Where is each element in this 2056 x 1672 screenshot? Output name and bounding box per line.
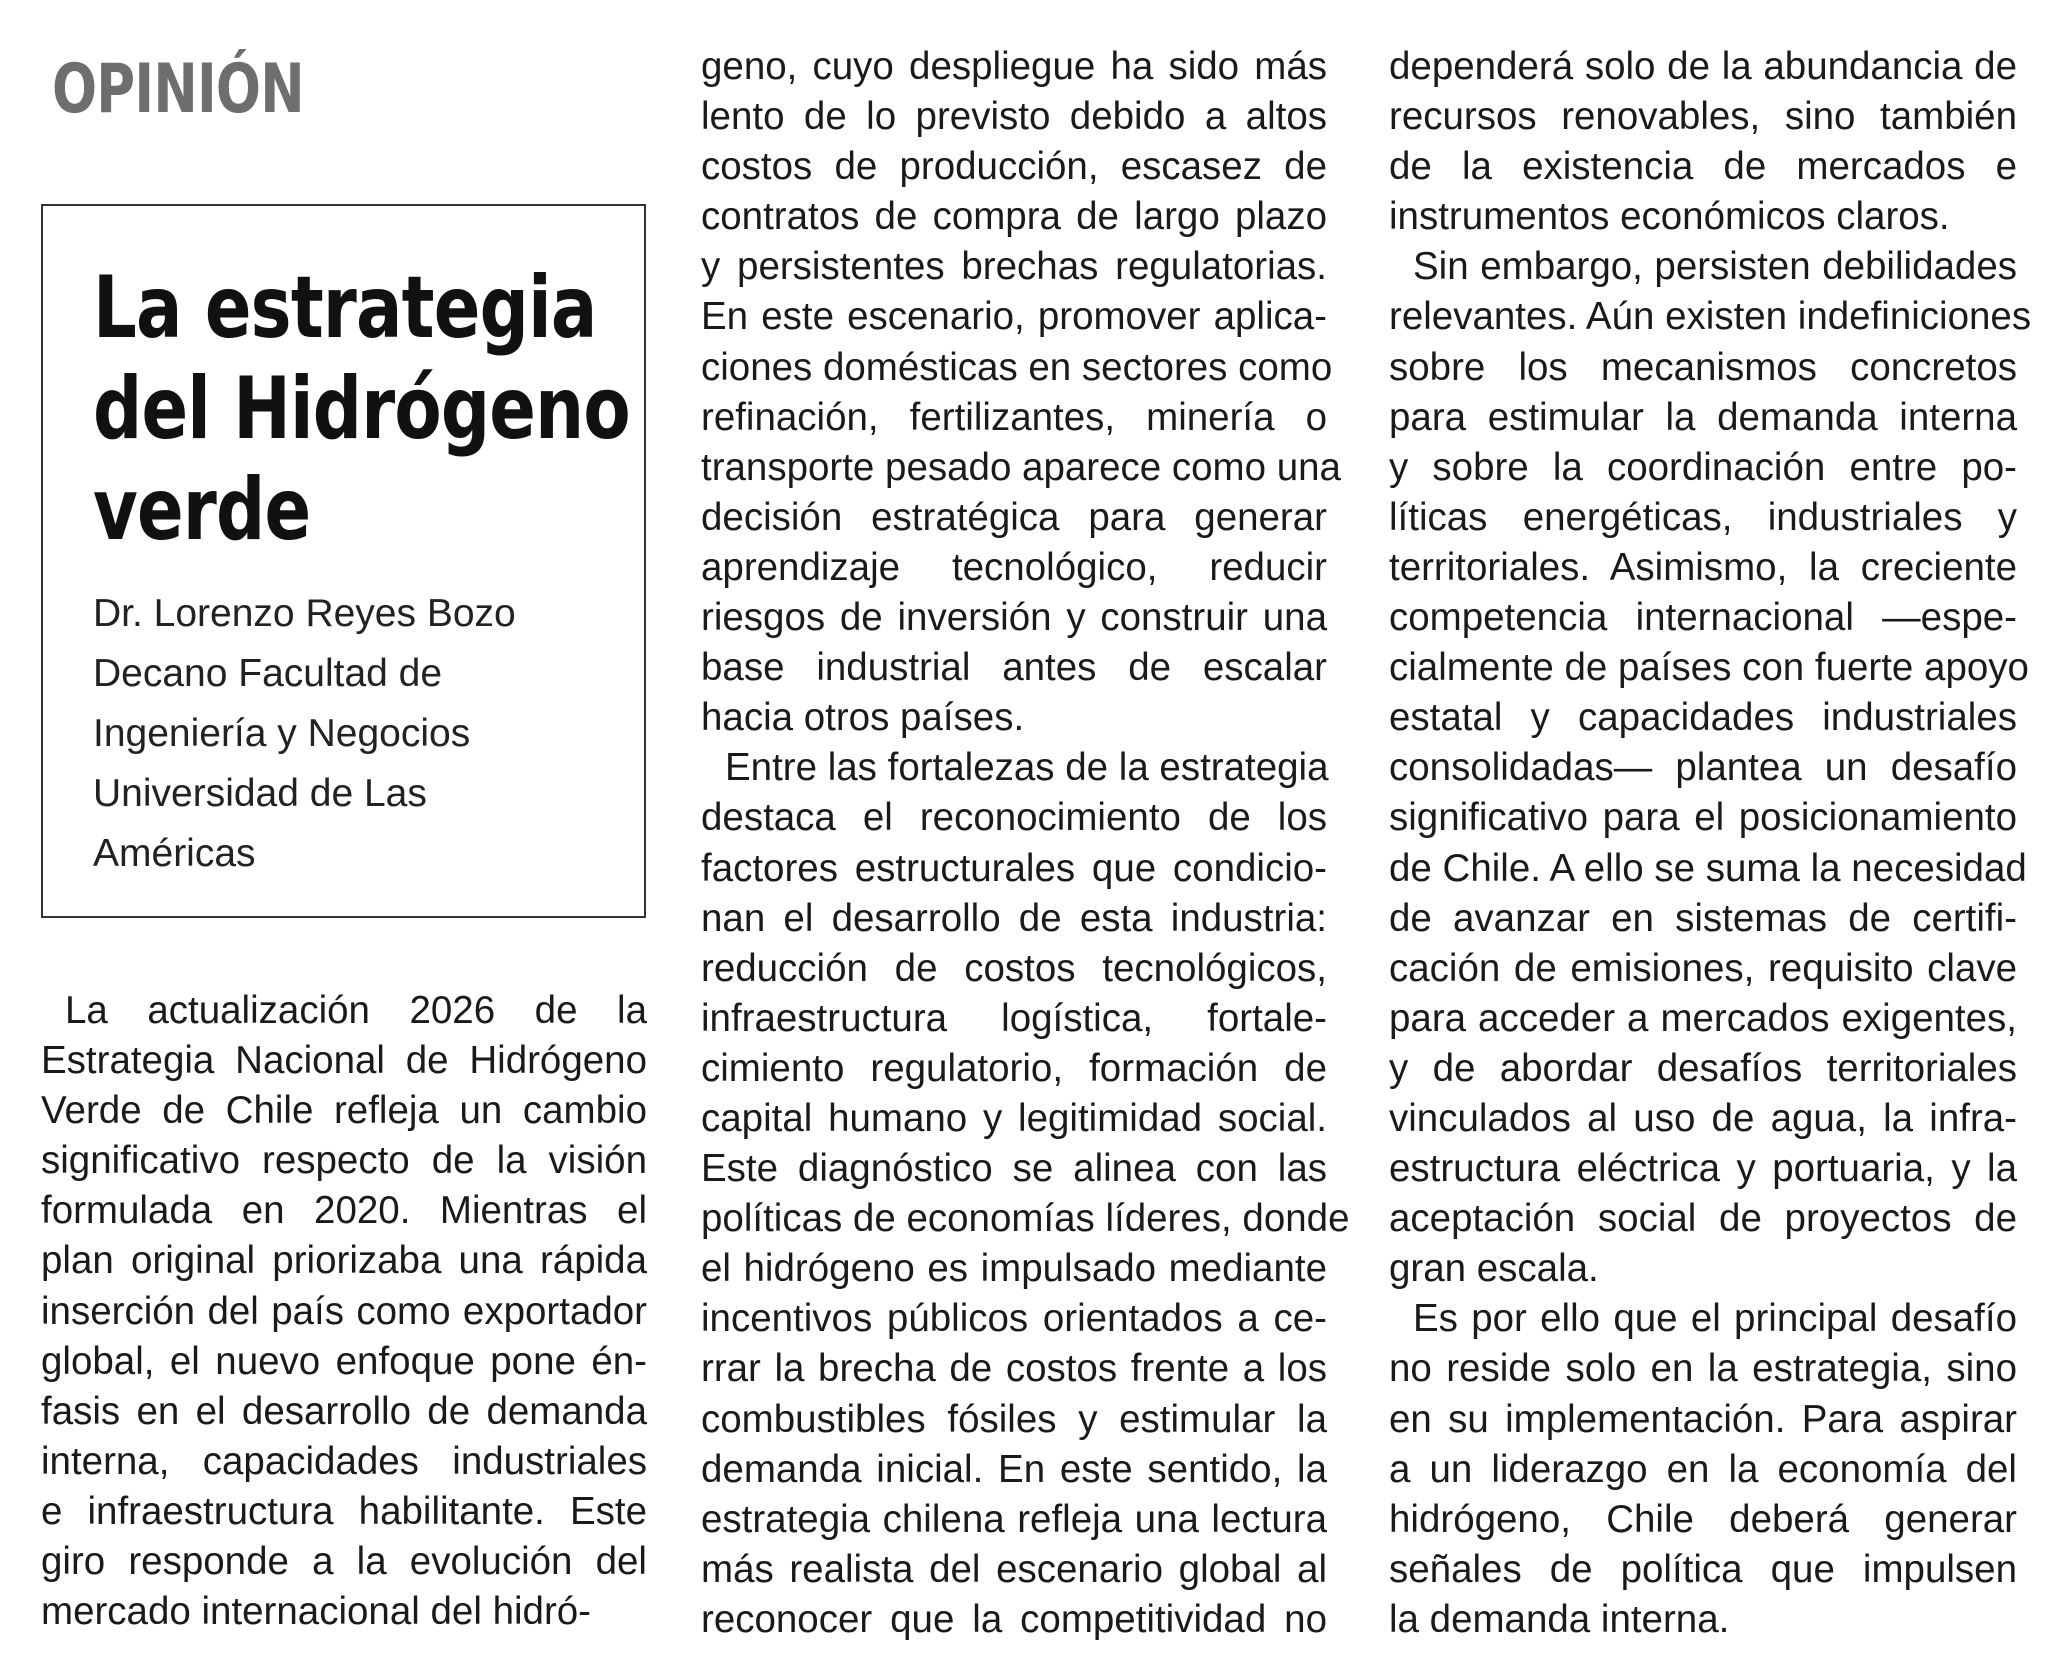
article-line: mercado internacional del hidró- <box>41 1590 591 1634</box>
headline-line: La estrategia <box>93 258 597 358</box>
article-line: hidrógeno, Chile deberá generar <box>1389 1497 2017 1541</box>
title-box <box>41 204 646 918</box>
article-line: geno, cuyo despliegue ha sido más <box>701 45 1327 88</box>
article-line: global, el nuevo enfoque pone én- <box>41 1339 647 1383</box>
article-line: cimiento regulatorio, formación de <box>701 1046 1327 1090</box>
author-institution: Universidad de Las <box>93 772 427 815</box>
article-line: aprendizaje tecnológico, reducir <box>701 545 1327 589</box>
article-line: decisión estratégica para generar <box>701 495 1327 539</box>
article-line: riesgos de inversión y construir una <box>701 596 1327 640</box>
article-line: destaca el reconocimiento de los <box>701 796 1327 840</box>
headline <box>93 258 630 561</box>
article-line: fasis en el desarrollo de demanda <box>41 1389 647 1433</box>
article-line: significativo para el posicionamiento <box>1389 796 2017 840</box>
article-line: inserción del país como exportador <box>41 1289 647 1333</box>
article-line: y de abordar desafíos territoriales <box>1389 1046 2017 1090</box>
article-line: relevantes. Aún existen indefiniciones <box>1389 295 2032 339</box>
article-line: y sobre la coordinación entre po- <box>1389 445 2017 489</box>
article-line: de avanzar en sistemas de certifi- <box>1389 896 2017 940</box>
article-line: e infraestructura habilitante. Este <box>41 1489 647 1533</box>
article-line: señales de política que impulsen <box>1389 1547 2017 1591</box>
article-line: Este diagnóstico se alinea con las <box>701 1147 1327 1191</box>
article-line: de Chile. A ello se suma la necesidad <box>1389 846 2027 890</box>
author-name: Dr. Lorenzo Reyes Bozo <box>93 592 516 635</box>
article-line: Verde de Chile refleja un cambio <box>41 1089 647 1133</box>
article-line: aceptación social de proyectos de <box>1389 1197 2017 1241</box>
article-line: capital humano y legitimidad social. <box>701 1096 1327 1140</box>
article-line: cialmente de países con fuerte apoyo <box>1389 646 2029 690</box>
article-line: para estimular la demanda interna <box>1389 395 2017 439</box>
article-line: el hidrógeno es impulsado mediante <box>701 1247 1327 1291</box>
article-line: vinculados al uso de agua, la infra- <box>1389 1096 2017 1140</box>
article-line: hacia otros países. <box>701 696 1025 740</box>
section-label: OPINIÓN <box>52 50 304 129</box>
article-column-2 <box>701 42 1350 1645</box>
article-line: transporte pesado aparece como una <box>701 445 1341 489</box>
article-line: rrar la brecha de costos frente a los <box>701 1347 1327 1391</box>
article-line: consolidadas— plantea un desafío <box>1389 746 2017 790</box>
article-line: la demanda interna. <box>1389 1597 1730 1641</box>
article-line: formulada en 2020. Mientras el <box>41 1189 647 1233</box>
article-line: dependerá solo de la abundancia de <box>1389 45 2017 88</box>
article-line: factores estructurales que condicio- <box>701 846 1327 890</box>
author-title: Decano Facultad de <box>93 652 443 695</box>
article-line: ciones domésticas en sectores como <box>701 345 1333 389</box>
article-line: para acceder a mercados exigentes, <box>1389 996 2017 1040</box>
article-line: sobre los mecanismos concretos <box>1389 345 2017 389</box>
article-line: nan el desarrollo de esta industria: <box>701 896 1327 940</box>
headline-line: del Hidrógeno <box>93 359 630 459</box>
article-line: instrumentos económicos claros. <box>1389 195 1950 239</box>
article-line: Estrategia Nacional de Hidrógeno <box>41 1039 647 1083</box>
article-line: interna, capacidades industriales <box>41 1439 647 1483</box>
article-line: incentivos públicos orientados a ce- <box>701 1297 1327 1341</box>
article-line: no reside solo en la estrategia, sino <box>1389 1347 2017 1391</box>
article-line: de la existencia de mercados e <box>1389 145 2017 189</box>
article-line: refinación, fertilizantes, minería o <box>701 395 1327 439</box>
article-line: La actualización 2026 de la <box>65 989 647 1032</box>
article-line: políticas de economías líderes, donde <box>701 1197 1350 1241</box>
article-line: a un liderazgo en la economía del <box>1389 1447 2017 1491</box>
article-line: costos de producción, escasez de <box>701 145 1327 189</box>
article-line: Sin embargo, persisten debilidades <box>1413 245 2017 289</box>
article-line: Entre las fortalezas de la estrategia <box>725 746 1329 790</box>
article-line: en su implementación. Para aspirar <box>1389 1397 2017 1441</box>
author-title: Ingeniería y Negocios <box>93 712 471 755</box>
article-line: estrategia chilena refleja una lectura <box>701 1497 1327 1541</box>
article-line: combustibles fósiles y estimular la <box>701 1397 1327 1441</box>
article-line: más realista del escenario global al <box>701 1547 1327 1591</box>
article-line: competencia internacional —espe- <box>1389 596 2017 640</box>
article-line: estructura eléctrica y portuaria, y la <box>1389 1147 2017 1191</box>
article-line: demanda inicial. En este sentido, la <box>701 1447 1327 1491</box>
article-line: reducción de costos tecnológicos, <box>701 946 1327 990</box>
article-line: giro responde a la evolución del <box>41 1540 647 1584</box>
article-line: estatal y capacidades industriales <box>1389 696 2017 740</box>
article-line: y persistentes brechas regulatorias. <box>701 245 1327 289</box>
article-column-3 <box>1389 42 2032 1645</box>
article-line: lento de lo previsto debido a altos <box>701 95 1327 139</box>
article-line: infraestructura logística, fortale- <box>701 996 1327 1040</box>
article-line: plan original priorizaba una rápida <box>41 1239 647 1283</box>
author-institution: Américas <box>93 832 256 875</box>
article-line: significativo respecto de la visión <box>41 1139 647 1183</box>
article-line: contratos de compra de largo plazo <box>701 195 1327 239</box>
article-line: recursos renovables, sino también <box>1389 95 2017 139</box>
article-line: líticas energéticas, industriales y <box>1389 495 2017 539</box>
author-byline <box>93 584 516 884</box>
article-line: En este escenario, promover aplica- <box>701 295 1327 339</box>
article-column-1 <box>41 986 647 1637</box>
article-line: base industrial antes de escalar <box>701 646 1327 690</box>
article-line: gran escala. <box>1389 1247 1599 1291</box>
article-line: Es por ello que el principal desafío <box>1413 1297 2017 1341</box>
article-line: territoriales. Asimismo, la creciente <box>1389 545 2017 589</box>
article-line: reconocer que la competitividad no <box>701 1597 1327 1641</box>
headline-line: verde <box>93 460 311 560</box>
article-line: cación de emisiones, requisito clave <box>1389 946 2017 990</box>
